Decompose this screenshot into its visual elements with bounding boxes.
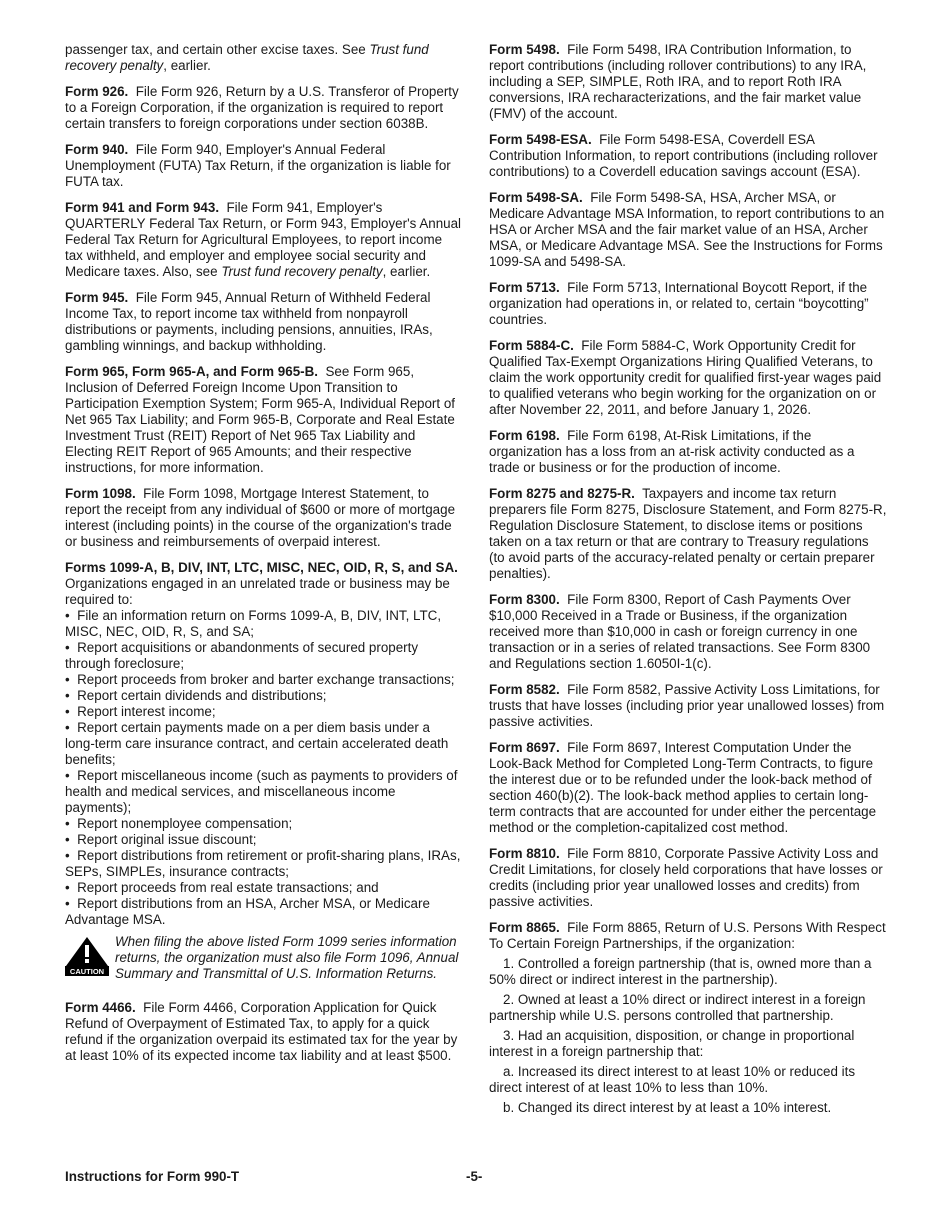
- list-item: • Report proceeds from real estate transactions; and: [65, 880, 379, 895]
- left-column: [65, 42, 463, 1074]
- paragraph-title: Form 8300.: [489, 592, 560, 607]
- lettered-item: b. Changed its direct interest by at least a 10% interest.: [503, 1100, 832, 1115]
- paragraph-form-940: [65, 142, 463, 190]
- paragraph-title: Form 5498-SA.: [489, 190, 583, 205]
- paragraph-form-5713: [489, 280, 887, 328]
- paragraph-form-8582: [489, 682, 887, 730]
- list-item: • Report certain dividends and distributions;: [65, 688, 327, 703]
- list-item: • Report proceeds from broker and barter exchange transactions;: [65, 672, 455, 687]
- paragraph-title: Form 8810.: [489, 846, 560, 861]
- list-item-text: Report miscellaneous income (such as payments to providers of health and medical services, and miscellaneous income payments);: [65, 768, 458, 815]
- paragraph-title: Form 8582.: [489, 682, 560, 697]
- paragraph-form-5498-sa: [489, 190, 887, 270]
- paragraph-body: File Form 8697, Interest Computation Under the Look-Back Method for Completed Long-Term Contracts, to figure the interest due or to be refunded under the look-back method of section 460(b)(2). The look-back method applies to certain long-term contracts that are accounted for under either the percentage method or the completion-capitalized cost method.: [489, 740, 877, 835]
- list-item: • Report interest income;: [65, 704, 216, 719]
- paragraph-forms-1099: [65, 560, 463, 608]
- paragraph-body: File Form 4466, Corporation Application for Quick Refund of Overpayment of Estimated Tax, to apply for a quick refund if the organization overpaid its estimated tax for the year by at least 10% of its expected income tax liability and at least $500.: [65, 1000, 458, 1063]
- paragraph-body: File Form 6198, At-Risk Limitations, if the organization has a loss from an at-risk activity conducted as a trade or business or for the production of income.: [489, 428, 855, 475]
- list-item-text: File an information return on Forms 1099-A, B, DIV, INT, LTC, MISC, NEC, OID, R, S, and SA;: [65, 608, 442, 639]
- paragraph-form-945: [65, 290, 463, 354]
- paragraph-body: File Form 5713, International Boycott Report, if the organization had operations in, or related to, certain “boycotting” countries.: [489, 280, 869, 327]
- lettered-item: a. Increased its direct interest to at least 10% or reduced its direct interest of at least 10% to less than 10%.: [489, 1064, 856, 1095]
- paragraph-form-965: [65, 364, 463, 476]
- paragraph-title: Form 926.: [65, 84, 129, 99]
- paragraph-body: File Form 1098, Mortgage Interest Statement, to report the receipt from any individual of $600 or more of mortgage interest (including points) in the course of the organization's trade or business and reimbursements of overpaid interest.: [65, 486, 456, 549]
- right-column: [489, 42, 887, 1120]
- list-item-text: Report distributions from an HSA, Archer MSA, or Medicare Advantage MSA.: [65, 896, 430, 927]
- paragraph-body: File Form 941, Employer's QUARTERLY Federal Tax Return, or Form 943, Employer's Annual Federal Tax Return for Agricultural Employees, to report income tax withheld, and employer and employee social security and Medicare taxes. Also, see: [65, 200, 462, 279]
- list-item: • Report distributions from an HSA, Archer MSA, or Medicare Advantage MSA.: [65, 896, 430, 927]
- paragraph-title: Form 5498.: [489, 42, 560, 57]
- page-number: -5-: [466, 1169, 483, 1184]
- list-item-text: Report nonemployee compensation;: [77, 816, 293, 831]
- list-item-text: Report acquisitions or abandonments of secured property through foreclosure;: [65, 640, 419, 671]
- paragraph-form-8275: [489, 486, 887, 582]
- paragraph-title: Form 941 and Form 943.: [65, 200, 220, 215]
- numbered-item: 2. Owned at least a 10% direct or indirect interest in a foreign partnership while U.S. persons controlled that partnership.: [489, 992, 866, 1023]
- paragraph-title: Form 8865.: [489, 920, 560, 935]
- paragraph-body: File Form 926, Return by a U.S. Transferor of Property to a Foreign Corporation, if the organization is required to report certain transfers to foreign corporations under section 6038B.: [65, 84, 459, 131]
- caution-text: When filing the above listed Form 1099 series information returns, the organization must also file Form 1096, Annual Summary and Transmittal of U.S. Information Returns.: [115, 934, 459, 981]
- paragraph-title: Form 5498-ESA.: [489, 132, 592, 147]
- paragraph-body: File Form 5498-SA, HSA, Archer MSA, or Medicare Advantage MSA Information, to report contributions to an HSA or Archer MSA and the fair market value of an HSA, Archer MSA, or Medicare Advantage MSA. See the Instructions for Forms 1099-SA and 5498-SA.: [489, 190, 885, 269]
- italic-reference: Trust fund recovery penalty: [221, 264, 383, 279]
- list-item-text: Report proceeds from broker and barter exchange transactions;: [77, 672, 455, 687]
- paragraph-form-8810: [489, 846, 887, 910]
- warning-triangle-icon: [65, 936, 109, 976]
- paragraph-title: Forms 1099-A, B, DIV, INT, LTC, MISC, NEC, OID, R, S, and SA.: [65, 560, 458, 575]
- paragraph-body: File Form 8300, Report of Cash Payments Over $10,000 Received in a Trade or Business, if the organization received more than $10,000 in cash or foreign currency in one transaction or in a series of related transactions. See Form 8300 and Regulations section 1.6050I-1(c).: [489, 592, 871, 671]
- list-item-text: Report proceeds from real estate transactions; and: [77, 880, 379, 895]
- list-item-text: Report certain dividends and distributions;: [77, 688, 327, 703]
- paragraph-body: File Form 945, Annual Return of Withheld Federal Income Tax, to report income tax withheld from nonpayroll distributions or payments, including pensions, annuities, IRAs, gambling winnings, and backup withholding.: [65, 290, 433, 353]
- paragraph-title: Form 945.: [65, 290, 129, 305]
- paragraph-body: File Form 8865, Return of U.S. Persons With Respect To Certain Foreign Partnerships, if the organization:: [489, 920, 886, 951]
- paragraph-form-941: [65, 200, 463, 280]
- paragraph-body: File Form 5498, IRA Contribution Information, to report contributions (including rollover contributions) to any IRA, including a SEP, SIMPLE, Roth IRA, and to report Roth IRA conversions, IRA recharacterizations, and the fair market value (FMV) of the account.: [489, 42, 867, 121]
- caution-note: [65, 934, 463, 982]
- paragraph-body: Taxpayers and income tax return preparers file Form 8275, Disclosure Statement, and Form 8275-R, Regulation Disclosure Statement, to disclose items or positions taken on a tax return or that are contrary to Treasury regulations (to avoid parts of the accuracy-related penalty or certain preparer penalties).: [489, 486, 887, 581]
- list-item: • Report nonemployee compensation;: [65, 816, 293, 831]
- list-item: • Report acquisitions or abandonments of secured property through foreclosure;: [65, 640, 419, 671]
- numbered-item: 1. Controlled a foreign partnership (that is, owned more than a 50% direct or indirect interest in the partnership).: [489, 956, 872, 987]
- text: passenger tax, and certain other excise taxes. See: [65, 42, 370, 57]
- paragraph-body: See Form 965, Inclusion of Deferred Foreign Income Upon Transition to Participation Exemption System; Form 965-A, Individual Report of Net 965 Tax Liability; and Form 965-B, Corporate and Real Estate Investment Trust (REIT) Report of Net 965 Tax Liability and Electing REIT Report of 965 Amounts; and their respective instructions, for more information.: [65, 364, 455, 475]
- paragraph-body: File Form 5884-C, Work Opportunity Credit for Qualified Tax-Exempt Organizations Hiring Qualified Veterans, to claim the work opportunity credit for qualified first-year wages paid to qualified veterans who begin working for the organization on or after November 22, 2011, and before January 1, 2026.: [489, 338, 882, 417]
- paragraph-body: File Form 940, Employer's Annual Federal Unemployment (FUTA) Tax Return, if the organization is liable for FUTA tax.: [65, 142, 451, 189]
- paragraph-form-5498-esa: [489, 132, 887, 180]
- paragraph-title: Form 1098.: [65, 486, 136, 501]
- paragraph-form-8697: [489, 740, 887, 836]
- caution-label: CAUTION: [69, 967, 105, 976]
- italic-reference: Trust fund recovery penalty: [65, 42, 429, 73]
- paragraph-form-8865: [489, 920, 887, 952]
- footer-title: Instructions for Form 990-T: [65, 1169, 240, 1184]
- paragraph-form-6198: [489, 428, 887, 476]
- paragraph-form-5884-c: [489, 338, 887, 418]
- paragraph-title: Form 940.: [65, 142, 129, 157]
- paragraph-body: File Form 5498-ESA, Coverdell ESA Contribution Information, to report contributions (including rollover contributions) to a Coverdell education savings account (ESA).: [489, 132, 878, 179]
- paragraph-excise: [65, 42, 463, 74]
- paragraph-body: Organizations engaged in an unrelated trade or business may be required to:: [65, 576, 450, 607]
- list-item: • File an information return on Forms 1099-A, B, DIV, INT, LTC, MISC, NEC, OID, R, S, and SA;: [65, 608, 442, 639]
- list-item: • Report original issue discount;: [65, 832, 257, 847]
- paragraph-title: Form 5884-C.: [489, 338, 574, 353]
- list-item: • Report certain payments made on a per diem basis under a long-term care insurance contract, and certain accelerated death benefits;: [65, 720, 449, 767]
- paragraph-form-1098: [65, 486, 463, 550]
- paragraph-body: File Form 8810, Corporate Passive Activity Loss and Credit Limitations, for closely held corporations that have losses or credits (including prior year unallowed losses and credits) from passive activities.: [489, 846, 883, 909]
- paragraph-form-4466: [65, 1000, 463, 1064]
- paragraph-title: Form 8697.: [489, 740, 560, 755]
- numbered-item: 3. Had an acquisition, disposition, or change in proportional interest in a foreign partnership that:: [489, 1028, 855, 1059]
- paragraph-title: Form 965, Form 965-A, and Form 965-B.: [65, 364, 319, 379]
- list-item-text: Report interest income;: [77, 704, 216, 719]
- list-item-text: Report original issue discount;: [77, 832, 257, 847]
- paragraph-title: Form 6198.: [489, 428, 560, 443]
- list-item-text: Report distributions from retirement or profit-sharing plans, IRAs, SEPs, SIMPLEs, insurance contracts;: [65, 848, 461, 879]
- paragraph-form-5498: [489, 42, 887, 122]
- paragraph-body: File Form 8582, Passive Activity Loss Limitations, for trusts that have losses (including prior year unallowed losses) from passive activities.: [489, 682, 885, 729]
- bullet-list: [65, 608, 463, 928]
- list-item-text: Report certain payments made on a per diem basis under a long-term care insurance contract, and certain accelerated death benefits;: [65, 720, 449, 767]
- paragraph-title: Form 5713.: [489, 280, 560, 295]
- paragraph-title: Form 4466.: [65, 1000, 136, 1015]
- caution-icon: [65, 936, 109, 976]
- text: , earlier.: [382, 264, 431, 279]
- paragraph-form-926: [65, 84, 463, 132]
- list-item: • Report distributions from retirement or profit-sharing plans, IRAs, SEPs, SIMPLEs, insurance contracts;: [65, 848, 461, 879]
- list-item: • Report miscellaneous income (such as payments to providers of health and medical services, and miscellaneous income payments);: [65, 768, 458, 815]
- text: , earlier.: [163, 58, 211, 73]
- paragraph-title: Form 8275 and 8275-R.: [489, 486, 635, 501]
- paragraph-form-8300: [489, 592, 887, 672]
